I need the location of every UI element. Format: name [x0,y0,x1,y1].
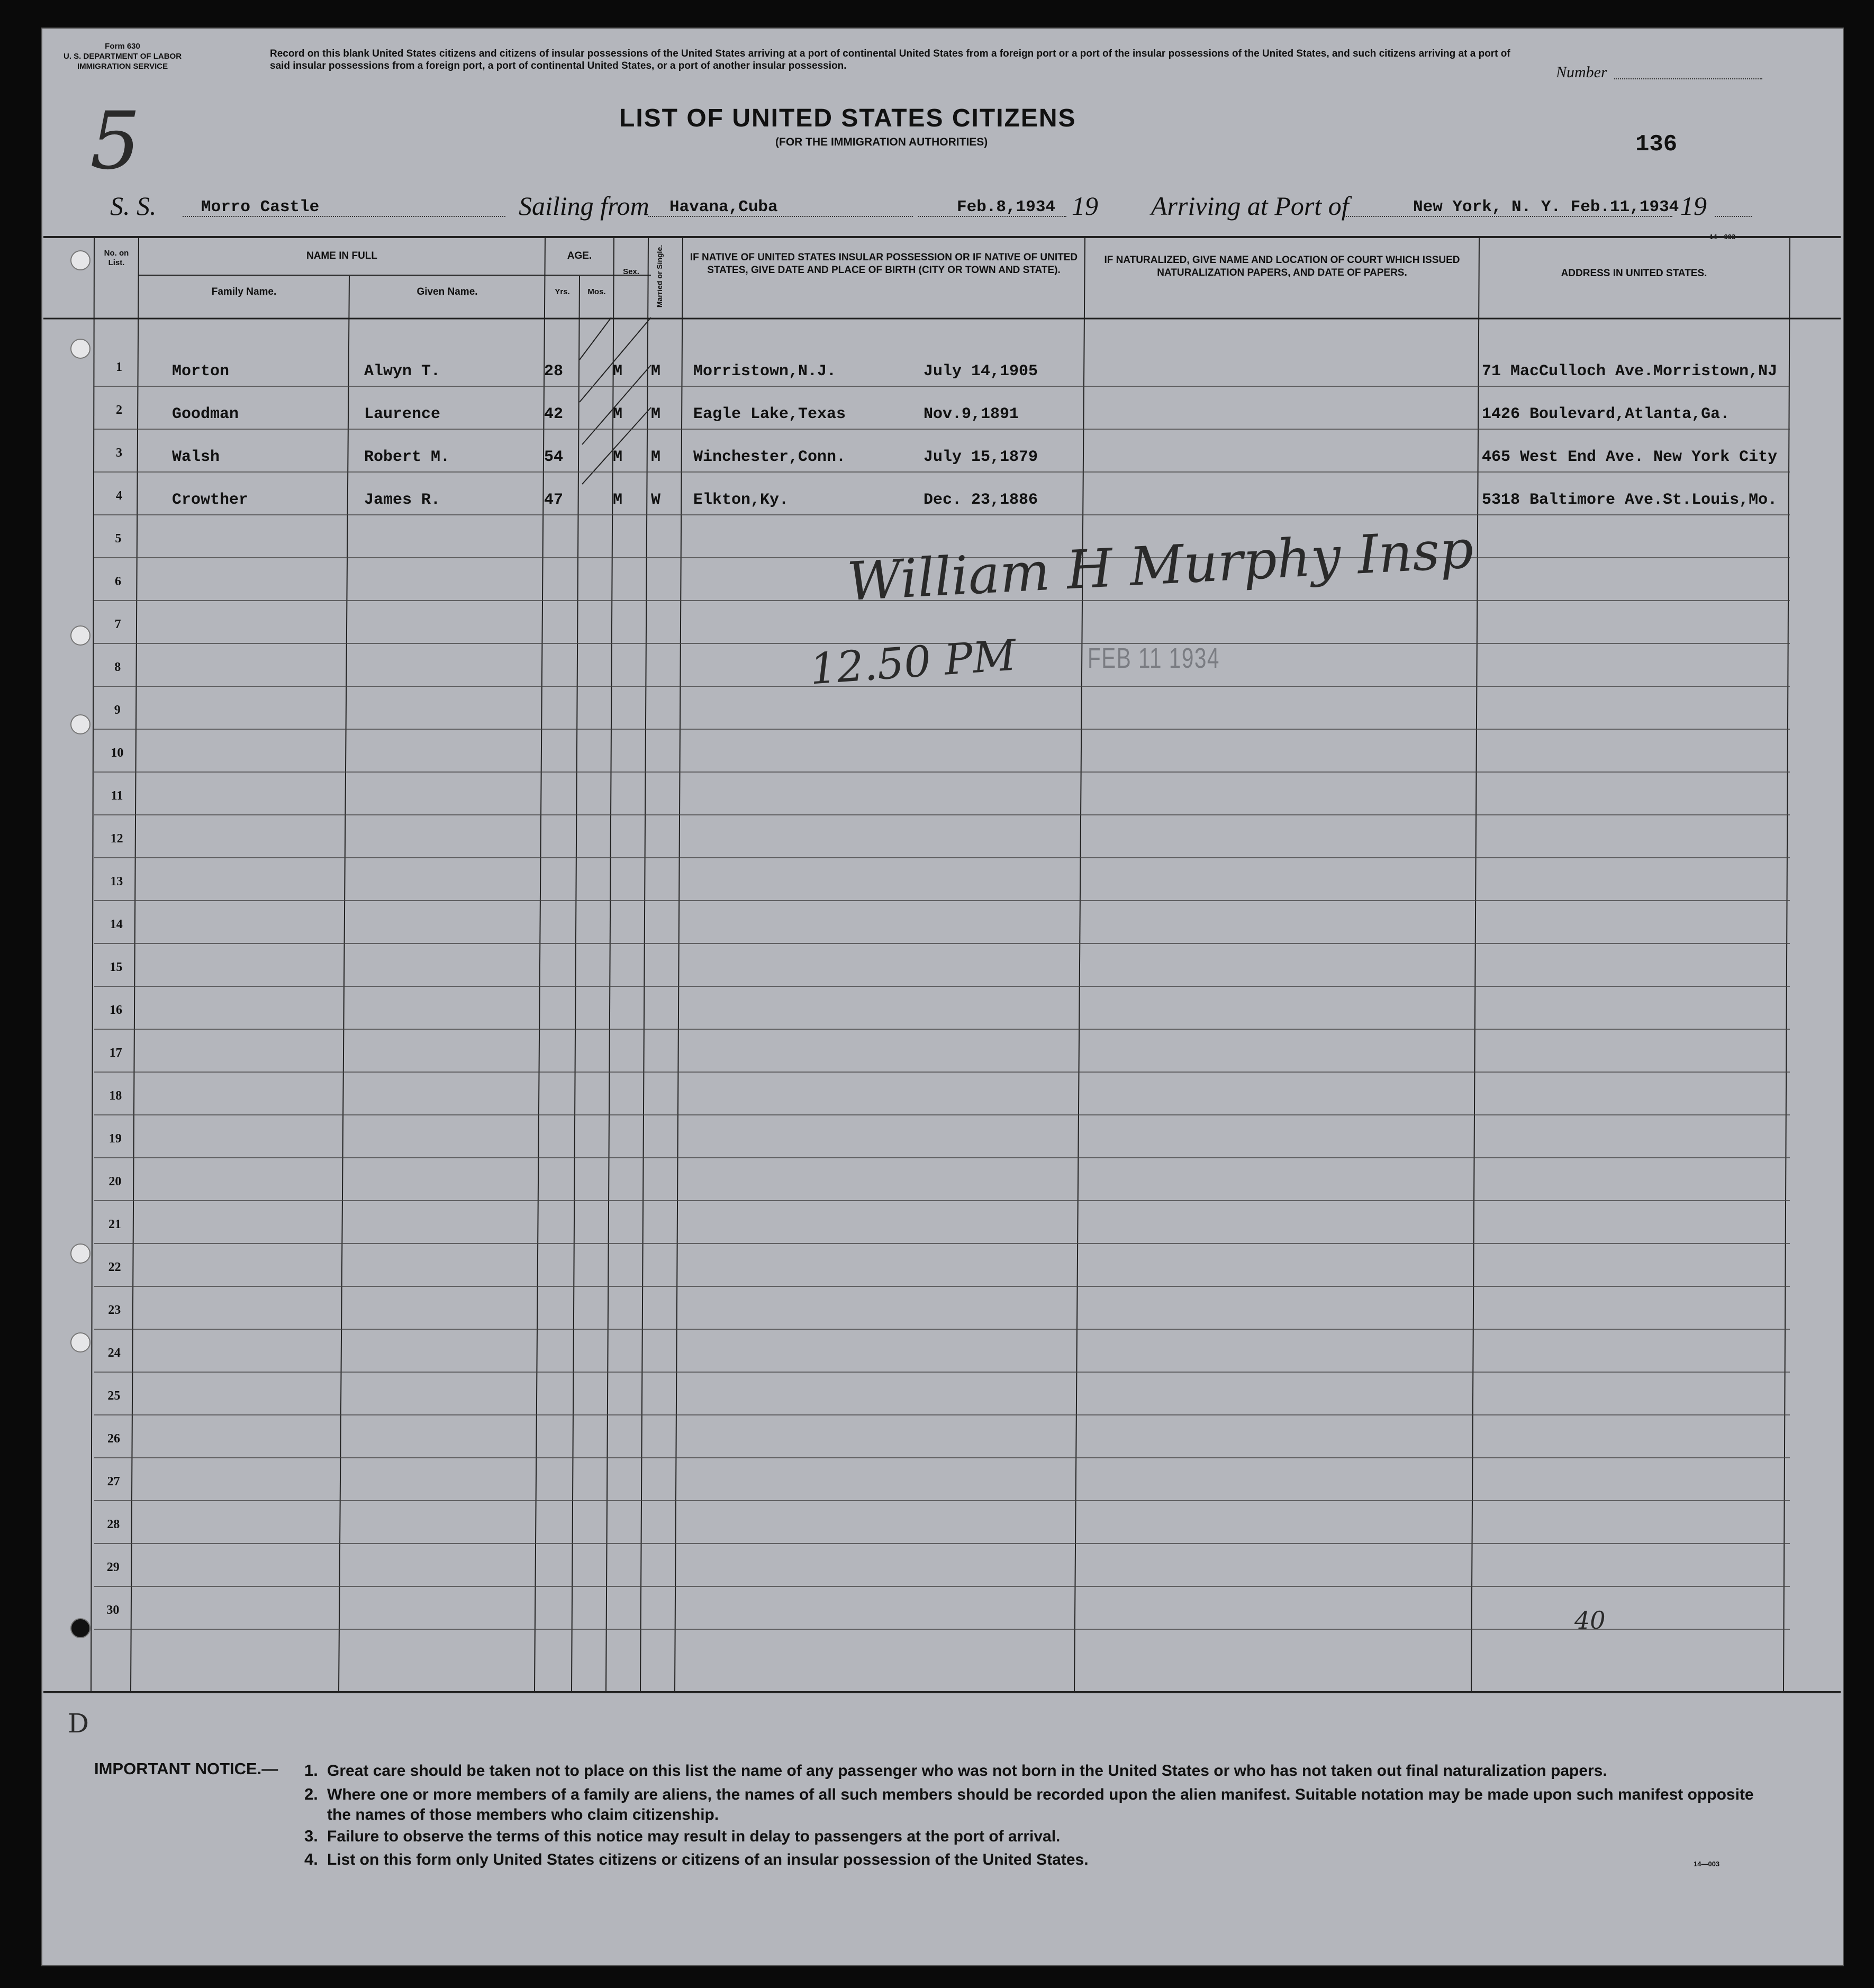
us-address: 465 West End Ave. New York City [1482,448,1778,466]
ship-name: Morro Castle [201,198,320,216]
header-married: Married or Single. [655,244,664,308]
page-title: LIST OF UNITED STATES CITIZENS [619,104,1076,132]
notice-item-number: 1. [304,1761,318,1780]
row-number: 19 [108,1132,122,1146]
notice-item-number: 4. [304,1850,318,1868]
birth-date: Dec. 23,1886 [924,491,1038,509]
given-name: James R. [364,491,441,509]
notice-item-text: Great care should be taken not to place on this list the name of any passenger who was not born in the United States or who has not taken out final naturalization papers. [327,1762,1607,1780]
sailing-from: Havana,Cuba [669,198,778,216]
margin-mark: D [68,1708,89,1739]
row-number: 27 [107,1475,120,1488]
notice-item-text: Where one or more members of a family are aliens, the names of all such members should be recorded upon the alien manifest. Suitable notation may be made upon such manifest opposite the names of those members who claim citizenship. [327,1786,1754,1823]
sailing-label: Sailing from [519,191,649,221]
header-yrs: Yrs. [555,287,570,296]
row-number: 15 [110,960,123,974]
row-number: 16 [110,1003,122,1017]
row-number: 24 [107,1346,121,1360]
birth-date: July 14,1905 [924,362,1038,380]
us-address: 1426 Boulevard,Atlanta,Ga. [1482,405,1730,423]
row-number: 20 [108,1175,122,1188]
row-number: 10 [111,746,124,760]
header-birth: IF NATIVE OF UNITED STATES INSULAR POSSESSION OR IF NATIVE OF UNITED STATES, GIVE DATE AND PLACE OF BIRTH (CITY OR TOWN AND STATE). [690,252,1078,276]
given-name: Robert M. [364,448,450,466]
sex: M [613,448,623,466]
row-number: 18 [109,1089,122,1103]
arriving-label: Arriving at Port of [1151,191,1349,221]
year-suffix: 19 [1072,191,1098,221]
age-years: 54 [544,448,564,466]
marital-status: M [651,362,661,380]
row-number: 11 [111,789,123,803]
us-address: 71 MacCulloch Ave.Morristown,NJ [1482,362,1778,380]
ss-label: S. S. [110,191,157,221]
department: U. S. DEPARTMENT OF LABOR [64,52,182,61]
family-name: Goodman [172,405,239,423]
sex: M [613,405,623,423]
row-number: 25 [107,1389,121,1403]
row-number: 13 [110,875,123,888]
number-label: Number [1556,63,1607,81]
age-years: 42 [544,405,564,423]
header-address: ADDRESS IN UNITED STATES. [1561,268,1707,279]
header-age: AGE. [567,250,592,261]
row-number: 7 [114,618,121,631]
row-number: 14 [110,918,123,931]
notice-label: IMPORTANT NOTICE.— [94,1759,278,1778]
sex: M [613,362,623,380]
page-number: 136 [1635,131,1678,158]
notice-item-number: 2. [304,1785,318,1803]
header-mos: Mos. [587,287,606,296]
row-number: 8 [114,660,121,674]
row-number: 3 [116,446,122,460]
row-number: 1 [116,360,122,374]
header-sex: Sex. [623,267,639,276]
inspector-signature: William H Murphy Insp [845,518,1475,613]
form-number: Form 630 [105,42,140,51]
marital-status: M [651,448,661,466]
notice-item-number: 3. [304,1827,318,1845]
row-number: 12 [110,832,123,846]
date-stamp: FEB 11 1934 [1088,642,1220,674]
row-number: 28 [107,1518,120,1531]
notice-code: 14—003 [1694,1860,1720,1868]
family-name: Morton [172,362,230,380]
row-number: 21 [108,1218,121,1231]
header-name-in-full: NAME IN FULL [306,250,378,261]
row-number: 23 [108,1303,121,1317]
age-years: 47 [544,491,564,509]
form-code: 14—003 [1709,233,1736,241]
row-number: 4 [116,489,122,503]
row-number: 29 [106,1560,120,1574]
notice-item-text: List on this form only United States citizens or citizens of an insular possession of the United States. [327,1851,1089,1868]
header-no: No. on List. [104,249,129,267]
birth-date: Nov.9,1891 [924,405,1019,423]
birth-place: Morristown,N.J. [693,362,837,380]
service: IMMIGRATION SERVICE [77,62,168,71]
handwritten-mark: 5 [90,95,141,187]
row-number: 6 [115,575,121,588]
row-number: 30 [106,1603,120,1617]
birth-place: Elkton,Ky. [693,491,789,509]
row-number: 26 [107,1432,120,1446]
us-address: 5318 Baltimore Ave.St.Louis,Mo. [1482,491,1778,509]
birth-place: Eagle Lake,Texas [693,405,846,423]
notice-item-text: Failure to observe the terms of this notice may result in delay to passengers at the port of arrival. [327,1828,1061,1845]
arrival-port-date: New York, N. Y. Feb.11,1934 [1413,198,1679,216]
header-naturalized: IF NATURALIZED, GIVE NAME AND LOCATION OF COURT WHICH ISSUED NATURALIZATION PAPERS, AND DATE OF PAPERS. [1104,255,1460,278]
given-name: Alwyn T. [364,362,441,380]
handwritten-time: 12.50 PM [808,630,1018,694]
sex: M [613,491,623,509]
row-number: 9 [114,703,121,717]
birth-date: July 15,1879 [924,448,1038,466]
row-number: 5 [115,532,122,546]
marital-status: M [651,405,661,423]
age-years: 28 [544,362,564,380]
header-family-name: Family Name. [211,286,277,297]
birth-place: Winchester,Conn. [693,448,846,466]
year-suffix-2: 19 [1680,191,1707,221]
passenger-count: 40 [1574,1606,1606,1635]
family-name: Crowther [172,491,249,509]
sailing-date: Feb.8,1934 [957,198,1056,216]
page-subtitle: (FOR THE IMMIGRATION AUTHORITIES) [775,136,988,148]
header-given-name: Given Name. [417,286,478,297]
marital-status: W [651,491,661,509]
row-number: 17 [109,1046,122,1060]
given-name: Laurence [364,405,441,423]
row-number: 2 [116,403,122,417]
preamble-text: Record on this blank United States citizens and citizens of insular possessions of the United States arriving at a port of continental United States from a foreign port or a port of the insular possessions of the United States, and such citizens arriving at a port of said insular possessions from a foreign port, a port of continental United States, or a port of another insular possession. [270,48,1510,71]
row-number: 22 [108,1260,121,1274]
family-name: Walsh [172,448,220,466]
